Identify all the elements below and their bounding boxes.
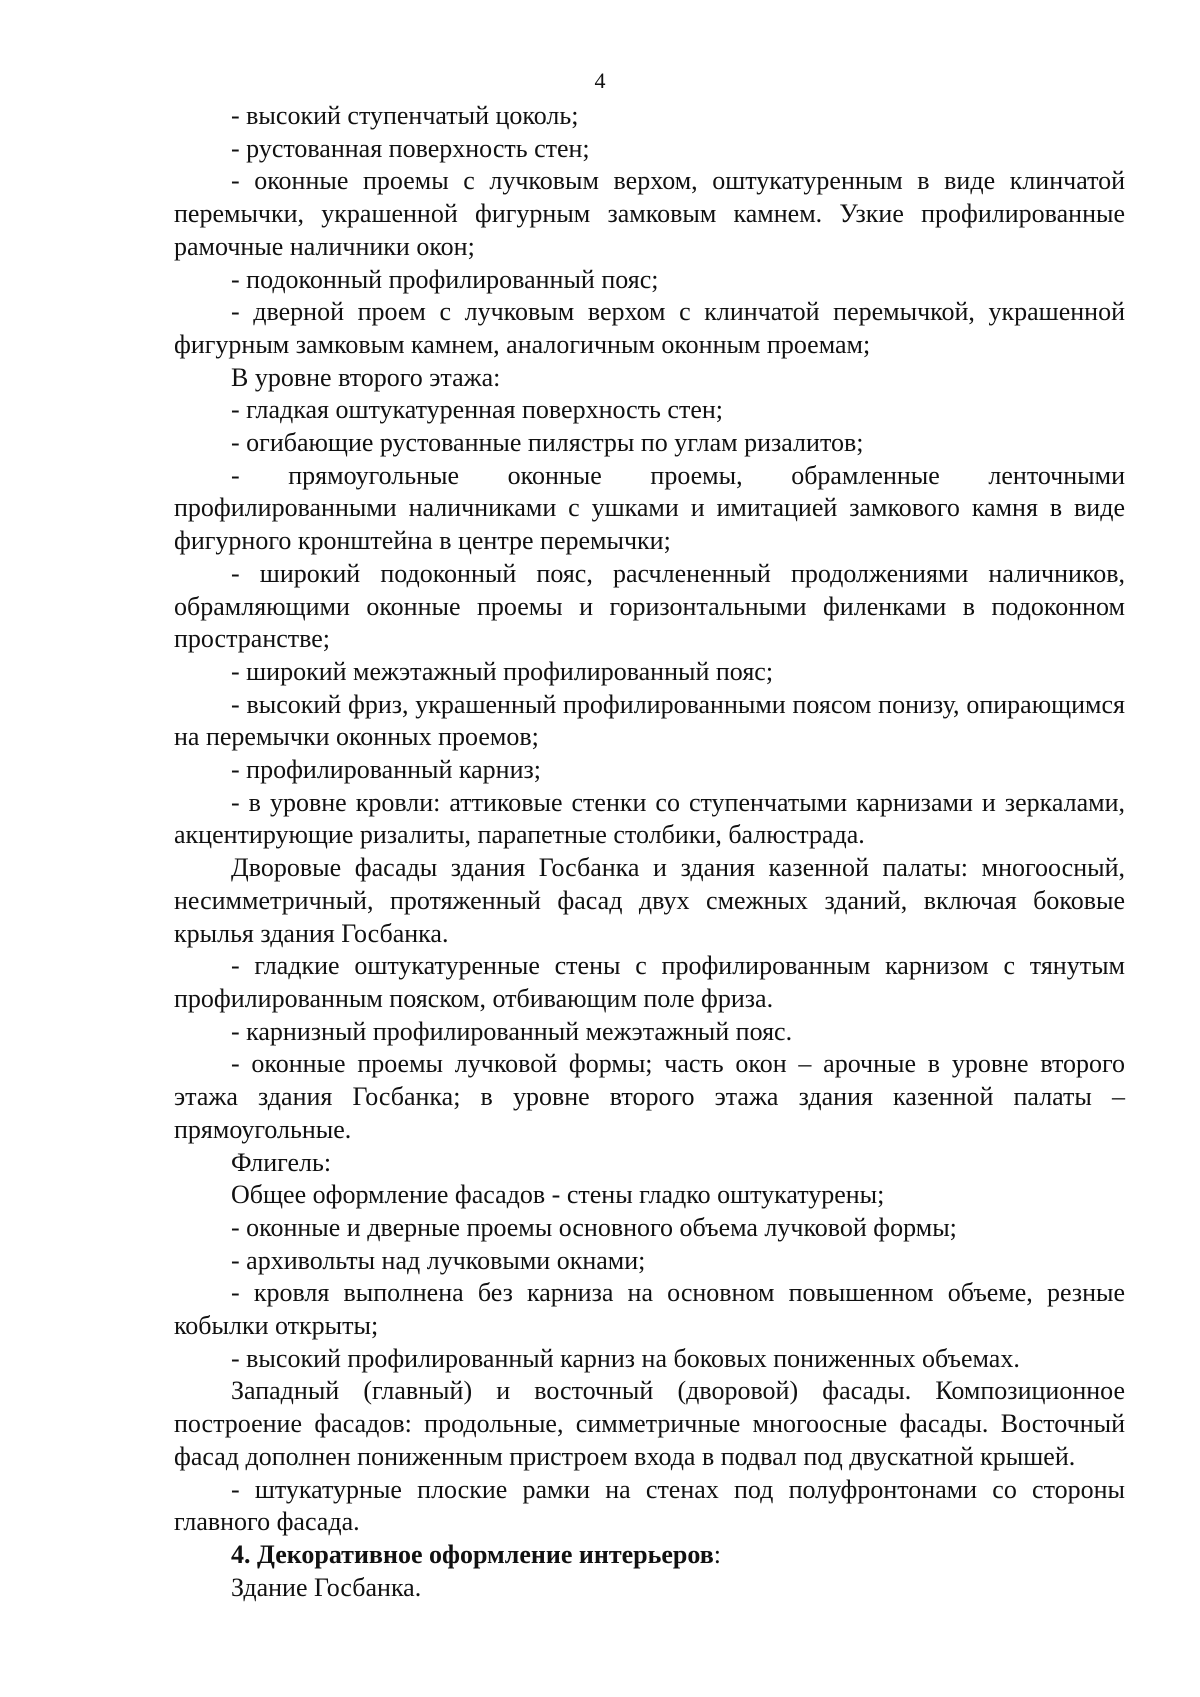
paragraph: - профилированный карниз;: [231, 755, 542, 785]
paragraph: Западный (главный) и восточный (дворовой) фасады. Композиционное построение фасадов: продольные, симметричные многоосные фасады. Восточный фасад дополнен пониженным пристроем входа в подвал под двускатной крышей.: [174, 1376, 1125, 1471]
paragraph: - оконные проемы лучковой формы; часть окон – арочные в уровне второго этажа здания Госбанка; в уровне второго этажа здания казенной палаты – прямоугольные.: [174, 1049, 1125, 1144]
section-heading: [174, 1539, 1125, 1572]
paragraph: - широкий межэтажный профилированный пояс;: [231, 656, 774, 686]
paragraph: - высокий ступенчатый цоколь;: [231, 101, 579, 130]
paragraph: - оконные проемы с лучковым верхом, оштукатуренным в виде клинчатой перемычки, украшенной фигурным замковым камнем. Узкие профилированные рамочные наличники окон;: [174, 166, 1125, 261]
paragraph: - карнизный профилированный межэтажный пояс.: [231, 1016, 793, 1046]
document-body: [174, 100, 1125, 1604]
paragraph: - гладкая оштукатуренная поверхность стен;: [231, 395, 723, 425]
paragraph: - дверной проем с лучковым верхом с клинчатой перемычкой, украшенной фигурным замковым камнем, аналогичным оконным проемам;: [174, 297, 1125, 359]
paragraph: Дворовые фасады здания Госбанка и здания казенной палаты: многоосный, несимметричный, протяженный фасад двух смежных зданий, включая боковые крылья здания Госбанка.: [174, 853, 1125, 948]
paragraph: - прямоугольные оконные проемы, обрамленные ленточными профилированными наличниками с ушками и имитацией замкового камня в виде фигурного кронштейна в центре перемычки;: [174, 460, 1125, 556]
section-heading-colon: :: [713, 1539, 721, 1569]
paragraph: В уровне второго этажа:: [231, 362, 501, 392]
paragraph: - кровля выполнена без карниза на основном повышенном объеме, резные кобылки открыты;: [174, 1278, 1125, 1341]
paragraph: - в уровне кровли: аттиковые стенки со ступенчатыми карнизами и зеркалами, акцентирующие ризалиты, парапетные столбики, балюстрада.: [174, 787, 1125, 850]
paragraph: Общее оформление фасадов - стены гладко оштукатурены;: [231, 1180, 885, 1210]
paragraph: - огибающие рустованные пилястры по углам ризалитов;: [231, 428, 864, 458]
paragraph: - широкий подоконный пояс, расчлененный продолжениями наличников, обрамляющими оконные проемы и горизонтальными филенками в подоконном пространстве;: [174, 558, 1125, 654]
paragraph: Здание Госбанка.: [231, 1572, 422, 1602]
paragraph: - гладкие оштукатуренные стены с профилированным карнизом с тянутым профилированным пояском, отбивающим поле фриза.: [174, 951, 1125, 1013]
paragraph: - подоконный профилированный пояс;: [231, 264, 659, 294]
paragraph: - оконные и дверные проемы основного объема лучковой формы;: [231, 1212, 957, 1242]
paragraph: - рустованная поверхность стен;: [231, 133, 590, 163]
section-heading-text: 4. Декоративное оформление интерьеров: [231, 1539, 714, 1569]
paragraph: - штукатурные плоские рамки на стенах под полуфронтонами со стороны главного фасада.: [174, 1474, 1125, 1537]
paragraph: Флигель:: [231, 1147, 332, 1177]
paragraph: - высокий фриз, украшенный профилированными поясом понизу, опирающимся на перемычки оконных проемов;: [174, 689, 1125, 752]
page-number: 4: [594, 68, 606, 93]
paragraph: - архивольты над лучковыми окнами;: [231, 1245, 646, 1275]
paragraph: - высокий профилированный карниз на боковых пониженных объемах.: [231, 1343, 1020, 1373]
